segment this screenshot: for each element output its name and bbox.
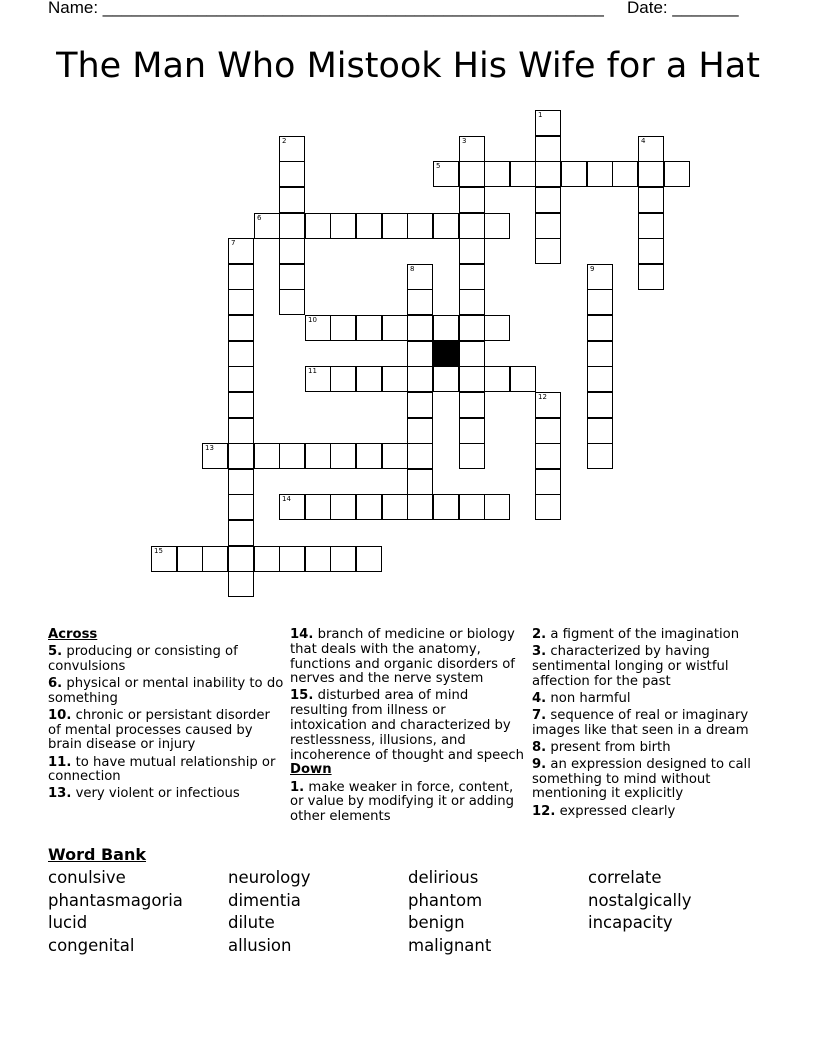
grid-cell[interactable] [535,187,561,213]
grid-cell[interactable] [535,238,561,264]
grid-cell[interactable] [561,161,587,187]
grid-cell[interactable] [433,213,459,239]
grid-cell[interactable] [459,289,485,315]
grid-cell[interactable] [459,392,485,418]
grid-cell[interactable] [228,520,254,546]
grid-cell[interactable] [407,341,433,367]
grid-cell[interactable] [279,238,305,264]
grid-cell[interactable] [228,571,254,597]
clues-column-1 [48,628,284,802]
grid-cell[interactable] [535,213,561,239]
grid-cell[interactable] [484,366,510,392]
grid-cell[interactable] [279,136,305,162]
grid-cell[interactable] [177,546,203,572]
clue-down-8: 8. present from birth [532,739,671,755]
grid-cell[interactable] [228,443,254,469]
grid-cell[interactable] [382,315,408,341]
grid-cell[interactable] [305,366,331,392]
grid-cell[interactable] [459,264,485,290]
clue-number: 6 [257,214,262,222]
clue-across-13: 13. very violent or infectious [48,786,240,802]
grid-cell[interactable] [484,315,510,341]
name-field-label: Name: _____________________________________________________ [48,0,604,17]
word-bank-title: Word Bank [48,845,147,864]
grid-cell[interactable] [330,366,356,392]
clues-column-3 [532,628,772,819]
grid-cell[interactable] [228,366,254,392]
grid-cell[interactable] [202,443,228,469]
clue-down-3: 3. characterized by having sentimental longing or wistful affection for the past [532,644,729,689]
grid-cell[interactable] [407,392,433,418]
grid-cell[interactable] [305,443,331,469]
across-heading: Across [48,627,98,642]
grid-cell[interactable] [228,546,254,572]
grid-cell[interactable] [459,494,485,520]
clue-number: 3 [462,137,467,145]
grid-cell[interactable] [305,546,331,572]
grid-cell[interactable] [279,161,305,187]
clue-number: 5 [436,162,441,170]
date-field-label: Date: _______ [627,0,739,17]
grid-cell[interactable] [382,366,408,392]
grid-cell[interactable] [535,136,561,162]
grid-cell[interactable] [612,161,638,187]
grid-cell[interactable] [330,494,356,520]
grid-cell[interactable] [305,494,331,520]
clue-number: 8 [410,265,415,273]
grid-cell[interactable] [228,264,254,290]
grid-cell[interactable] [330,546,356,572]
grid-cell[interactable] [356,213,382,239]
clue-down-12: 12. expressed clearly [532,803,676,819]
grid-cell[interactable] [254,546,280,572]
grid-cell[interactable] [330,443,356,469]
grid-cell[interactable] [484,161,510,187]
clue-across-6: 6. physical or mental inability to do something [48,675,284,706]
grid-cell[interactable] [638,213,664,239]
word-bank-entry: phantom [408,890,483,910]
grid-cell[interactable] [228,469,254,495]
grid-cell[interactable] [433,161,459,187]
grid-cell[interactable] [535,418,561,444]
grid-cell[interactable] [279,213,305,239]
grid-cell[interactable] [407,289,433,315]
clue-across-15: 15. disturbed area of mind resulting from illness or intoxication and characterized by restlessness, illusions, and incoherence of thought and speech [290,688,525,763]
clue-number: 1 [538,111,543,119]
grid-cell[interactable] [587,418,613,444]
word-bank-entry: conulsive [48,868,126,887]
grid-cell[interactable] [279,289,305,315]
grid-cell[interactable] [459,187,485,213]
grid-cell[interactable] [587,315,613,341]
grid-cell[interactable] [459,443,485,469]
grid-cell[interactable] [382,213,408,239]
grid-cell[interactable] [407,366,433,392]
grid-cell[interactable] [356,546,382,572]
grid-cell[interactable] [433,315,459,341]
word-bank-entry: nostalgically [588,890,692,910]
grid-cell[interactable] [407,264,433,290]
word-bank-entry: dimentia [228,890,301,910]
grid-cell[interactable] [228,494,254,520]
word-bank-entry: benign [408,913,465,933]
grid-cell[interactable] [382,443,408,469]
grid-cell[interactable] [638,136,664,162]
grid-cell[interactable] [535,161,561,187]
word-bank-entry: phantasmagoria [48,890,183,910]
grid-cell[interactable] [459,341,485,367]
grid-cell[interactable] [459,213,485,239]
grid-cell[interactable] [587,366,613,392]
grid-cell[interactable] [202,546,228,572]
grid-cell[interactable] [279,187,305,213]
grid-cell[interactable] [587,392,613,418]
grid-cell[interactable] [356,315,382,341]
grid-cell[interactable] [535,469,561,495]
clue-across-11: 11. to have mutual relationship or connection [48,754,276,785]
clue-number: 4 [641,137,646,145]
blocked-cell [433,341,459,367]
grid-cell[interactable] [535,110,561,136]
grid-cell[interactable] [484,494,510,520]
clue-number: 12 [538,393,547,401]
grid-cell[interactable] [587,264,613,290]
clue-down-1: 1. make weaker in force, content, or value by modifying it or adding other elements [290,779,514,825]
grid-cell[interactable] [433,366,459,392]
grid-cell[interactable] [459,418,485,444]
grid-cell[interactable] [407,469,433,495]
grid-cell[interactable] [279,494,305,520]
grid-cell[interactable] [279,546,305,572]
grid-cell[interactable] [356,494,382,520]
grid-cell[interactable] [407,418,433,444]
clue-down-7: 7. sequence of real or imaginary images like that seen in a dream [532,707,749,738]
clue-number: 11 [308,367,317,375]
grid-cell[interactable] [356,443,382,469]
grid-cell[interactable] [228,392,254,418]
grid-cell[interactable] [254,213,280,239]
word-bank-entry: malignant [408,936,492,956]
grid-cell[interactable] [587,341,613,367]
grid-cell[interactable] [587,161,613,187]
clue-across-5: 5. producing or consisting of convulsions [48,644,238,674]
clue-number: 15 [154,547,163,555]
clue-across-10: 10. chronic or persistant disorder of mental processes caused by brain disease or injury [48,707,270,753]
grid-cell[interactable] [279,443,305,469]
grid-cell[interactable] [664,161,690,187]
grid-cell[interactable] [305,315,331,341]
grid-cell[interactable] [330,213,356,239]
clue-number: 13 [205,444,214,452]
grid-cell[interactable] [228,238,254,264]
grid-cell[interactable] [484,213,510,239]
grid-cell[interactable] [510,161,536,187]
grid-cell[interactable] [151,546,177,572]
grid-cell[interactable] [330,315,356,341]
word-bank-entry: lucid [48,913,88,933]
grid-cell[interactable] [638,161,664,187]
word-bank-entry: congenital [48,936,135,956]
grid-cell[interactable] [459,161,485,187]
grid-cell[interactable] [356,366,382,392]
down-heading: Down [290,762,332,778]
grid-cell[interactable] [228,315,254,341]
grid-cell[interactable] [279,264,305,290]
clue-number: 14 [282,495,291,503]
grid-cell[interactable] [407,213,433,239]
grid-cell[interactable] [587,443,613,469]
grid-cell[interactable] [510,366,536,392]
grid-cell[interactable] [382,494,408,520]
word-bank-entry: delirious [408,868,479,887]
grid-cell[interactable] [459,136,485,162]
clue-across-14: 14. branch of medicine or biology that deals with the anatomy, functions and organic disorders of nerves and the nerve system [290,627,515,687]
word-bank-entry: dilute [228,913,275,933]
grid-cell[interactable] [587,289,613,315]
clues-column-2 [290,628,524,825]
clue-number: 7 [231,239,236,247]
word-bank-entry: incapacity [588,913,673,933]
grid-cell[interactable] [638,264,664,290]
grid-cell[interactable] [407,315,433,341]
grid-cell[interactable] [407,443,433,469]
grid-cell[interactable] [254,443,280,469]
page-title: The Man Who Mistook His Wife for a Hat [56,46,760,86]
grid-cell[interactable] [305,213,331,239]
grid-cell[interactable] [638,238,664,264]
word-bank-entry: neurology [228,868,311,887]
grid-cell[interactable] [459,238,485,264]
grid-cell[interactable] [433,494,459,520]
word-bank-entry: correlate [588,868,662,887]
grid-cell[interactable] [535,443,561,469]
clue-down-4: 4. non harmful [532,690,631,706]
grid-cell[interactable] [638,187,664,213]
grid-cell[interactable] [535,494,561,520]
word-bank-entry: allusion [228,936,292,956]
clue-number: 9 [590,265,595,273]
grid-cell[interactable] [228,418,254,444]
clue-number: 2 [282,137,287,145]
clue-number: 10 [308,316,317,324]
grid-cell[interactable] [228,289,254,315]
grid-cell[interactable] [228,341,254,367]
clue-down-9: 9. an expression designed to call something to mind without mentioning it explicitly [532,756,751,802]
grid-cell[interactable] [459,315,485,341]
clue-down-2: 2. a figment of the imagination [532,627,740,642]
grid-cell[interactable] [459,366,485,392]
grid-cell[interactable] [407,494,433,520]
grid-cell[interactable] [535,392,561,418]
